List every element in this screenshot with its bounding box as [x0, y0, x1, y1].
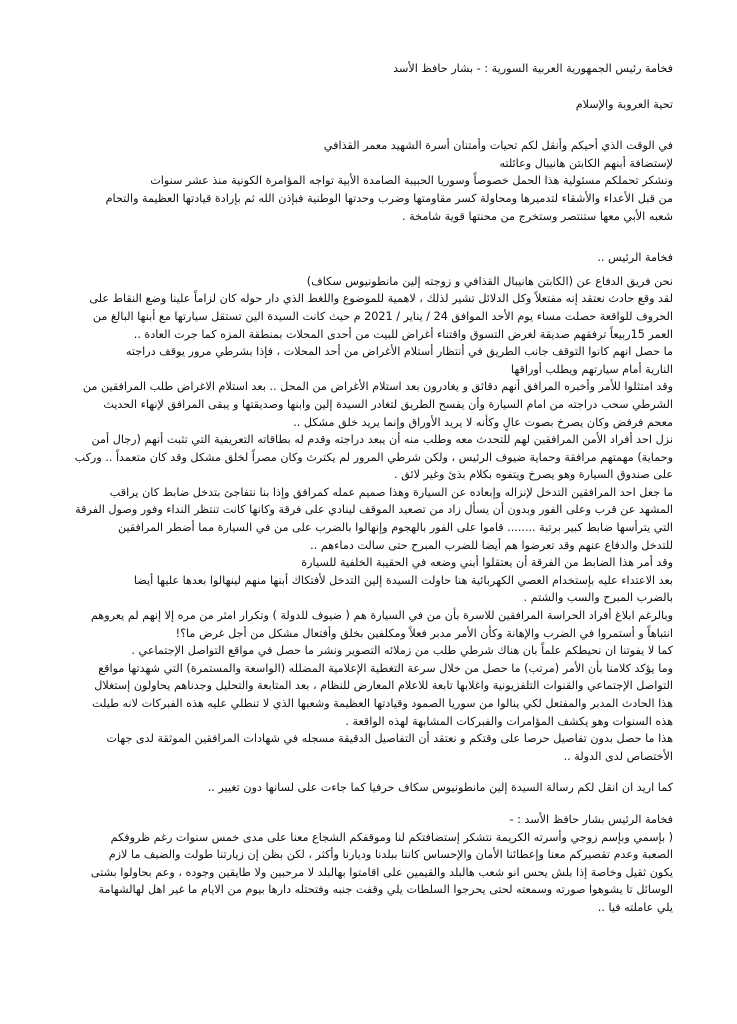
text-line: للتدخل والدفاع عنهم وقد تعرضوا هم أيضا للضرب المبرح حتى سالت دماءهم ..: [310, 538, 673, 552]
text-line: بالضرب المبرح والسب والشتم .: [523, 591, 673, 605]
letter-salutation: تحية العروبة والإسلام: [575, 97, 673, 111]
text-line: نحن فريق الدفاع عن (الكابتن هانيبال القذافي و زوجته إلين مانطونيوس سكاف): [306, 274, 673, 288]
text-line: يكون ثقيل وخاصة إذا بلش يحس انو شعب هالبلد والقيمين على اقامتوا بهالبلد لا مرحبين ولا طايقين وجوده ، وعم بحاولوا بشتى: [90, 865, 673, 879]
letter-addressee: فخامة رئيس الجمهورية العربية السورية : - بشار حافظ الأسد: [393, 62, 673, 75]
text-line: النارية أمام سيارتهم ويطلب أوراقها: [510, 362, 673, 376]
text-line: على صندوق السيارة وهو يصرخ ويتفوه بكلام بذئ وغير لائق .: [394, 468, 673, 482]
text-line: الصعبة وعدم تقصيركم معنا وإعطائنا الأمان والإحساس كاننا ببلدنا وديارنا وأكثر ، لكن بظن إن زيارتنا طولت والضيف ما لازم: [108, 848, 673, 862]
intro-paragraph: [12, 137, 673, 225]
section-heading: فخامة الرئيس ..: [597, 251, 673, 265]
section-incident: [12, 249, 673, 765]
text-line: وقد امتثلوا للأمر وأخبره المرافق أنهم دقائق و يغادرون بعد استلام الأغراض من المحل .. بعد استلام الاغراض طلب المرافقين من: [82, 380, 673, 394]
text-line: يلي عاملته فيا ..: [597, 900, 673, 914]
text-line: العمر 15ربيعاً ترفقهم صديقة لغرض التسوق واقتناء أغراض للبيت من أحدى المحلات بمنطقة المزه كما جرت العادة ..: [133, 327, 673, 341]
text-line: المشهد عن قرب وعلى الفور وبدون أن يسأل زاد من تصعيد الموقف لينادي على فرقة وكانها كانت تنتظر النداء وفور وصول الفرقة: [75, 503, 673, 517]
text-line: وما يؤكد كلامنا بأن الأمر (مرتب) ما حصل من خلال سرعة التغطية الإعلامية المضلله (الواسعة والمستمرة) التي شهدتها مواقع: [98, 661, 673, 675]
text-line: وقد أمر هذا الضابط من الفرقة أن يعتقلوا أبني وضعه في الحقيبة الخلفية للسيارة: [301, 556, 673, 570]
text-line: نزل احد أفراد الأمن المرافقين لهم للتحدث معه وطلب منه أن يبعد دراجته وقدم له بطاقاته التعريفية التي تثبت أنهم (رجال أمن: [91, 433, 673, 447]
text-line: معحم فرفض وكان يصرخ بصوت عالٍ وكأنه لا يريد الأوراق وإنما يريد خلق مشكل ..: [293, 415, 673, 429]
section-quoted-message: [12, 811, 673, 917]
text-line: وحماية) مهمتهم مرافقة وحماية ضيوف الرئيس ، ولكن شرطي المرور لم يكترث وكان مصراً لخلق مشكل وقد كان متعمداً .. وركب: [74, 450, 673, 464]
text-line: هذه السنوات وهو يكشف المؤامرات والفبركات المشابهة لهذه الواقعة .: [345, 714, 673, 728]
text-line: لقد وقع حادث نعتقد إنه مفتعلاً وكل الدلائل تشير لذلك ، لاهمية للموضوع واللغط الذي دار حوله كان لزاماً علينا وضع النقاط على: [89, 292, 673, 306]
text-line: ونشكر تحملكم مسئولية هذا الحمل خصوصاً وسوريا الحبيبة الصامدة الأبية تواجه المؤامرة الكونية منذ عشر سنوات: [150, 174, 673, 188]
text-line: بعد الاعتداء عليه بإستخدام العصي الكهربائية هنا حاولت السيدة إلين التدخل لأفتكاك أبنها منهم لينهالوا بعدها عليها أيضا: [133, 573, 673, 587]
transfer-note: كما اريد ان انقل لكم رسالة السيدة إلين مانطونيوس سكاف حرفيا كما جاءت على لسانها دون تغيير ..: [207, 781, 673, 795]
text-line: لإستضافة أبنهم الكابتن هانيبال وعائلته: [499, 156, 673, 170]
text-line: الشرطي سحب دراجته من امام السيارة وأن يفسح الطريق لتغادر السيدة إلين وابنها وصديقتها و يبقى المرافق لإنهاء الحديث: [103, 397, 673, 411]
text-line: التي يترأسها ضابط كبير برتبة ........ قاموا على الفور بالهجوم وإنهالوا بالضرب على من في السيارة مما أضطر المرافقين: [117, 521, 673, 535]
text-line: الحروف للواقعة حصلت مساء يوم الأحد الموافق 24 / يناير / 2021 م حيث كانت السيدة الين تستقل سيارتها مع أبنها البالغ من: [92, 309, 673, 323]
text-line: الأختصاص لدى الدولة ..: [563, 749, 673, 763]
text-line: من قبل الأعداء والأشقاء لتدميرها ومحاولة كسر مقاومتها وضرب وحدتها الوطنية فبإذن الله ثم بإرادة قيادتها العظيمة والتحام: [105, 191, 673, 205]
section-heading: فخامة الرئيس بشار حافظ الأسد : -: [509, 812, 673, 826]
text-line: ( بإسمي وبإسم زوجي وأسرته الكريمة نتشكر إستضافتكم لنا وموقفكم الشجاع معنا على مدى خمس سنوات رغم ظروفكم: [110, 830, 673, 844]
text-line: هذا الحادث المدبر والمفتعل لكي ينالوا من سوريا الصمود وقيادتها العظيمة وشعبها الذي لا تنطلي عليه هذه الفبركات لانه طيلت: [92, 697, 673, 710]
text-line: الوسائل تا يشوهوا صورته وسمعته لحتى يحرجوا السلطات يلي وقفت جنبه وفتحتله دارها بيوم من الايام ما غير اهل لهالشهامة: [98, 883, 673, 897]
text-line: انتباهاً و أستمروا في الضرب والإهانة وكأن الأمر مدبر فعلاً ومكلفين بخلق وأفتعال مشكل من أجل غرض ما؟!: [175, 626, 673, 640]
text-line: كما لا يفوتنا ان نحيطكم علماً بان هناك شرطي طلب من زملائه التصوير ونشر ما حصل في مواقع التواصل الإجتماعي .: [131, 644, 673, 658]
text-line: في الوقت الذي أحيكم وأنقل لكم تحيات وأمتنان أسرة الشهيد معمر القذافي: [323, 139, 673, 153]
text-line: وبالرغم ابلاغ أفراد الحراسة المرافقين للاسرة بأن من في السيارة هم ( ضيوف للدولة ) وتكرار امثر من مره إلا إنهم لم يعروهم: [90, 609, 673, 623]
text-line: ما حصل انهم كانوا التوقف جانب الطريق في أنتظار أستلام الأغراض من أحد المحلات ، فإذا بشرطي مرور يوقف دراجته: [125, 345, 673, 359]
text-line: شعبه الأبي معها ستنتصر وستخرج من محنتها قوية شامخة .: [401, 209, 673, 223]
text-line: التواصل الإجتماعي والقنوات التلفزيونية واغلابها تابعة للاعلام المعارض للنظام ، بعد المتابعة والتحليل وجدناهم يحاولون إستغلال: [94, 679, 673, 693]
text-line: ما جعل احد المرافقين التدخل لإنزاله وإبعاده عن السيارة وهذا صميم عمله كمرافق وإذا بنا نتفاجئ بتدخل ضابط كان يراقب: [109, 485, 673, 499]
text-line: هذا ما حصل بدون تفاصيل حرصا على وقتكم و نعتقد أن التفاصيل الدقيقة مسجله في شهادات المرافقين الموثقة لدى جهات: [106, 732, 673, 746]
